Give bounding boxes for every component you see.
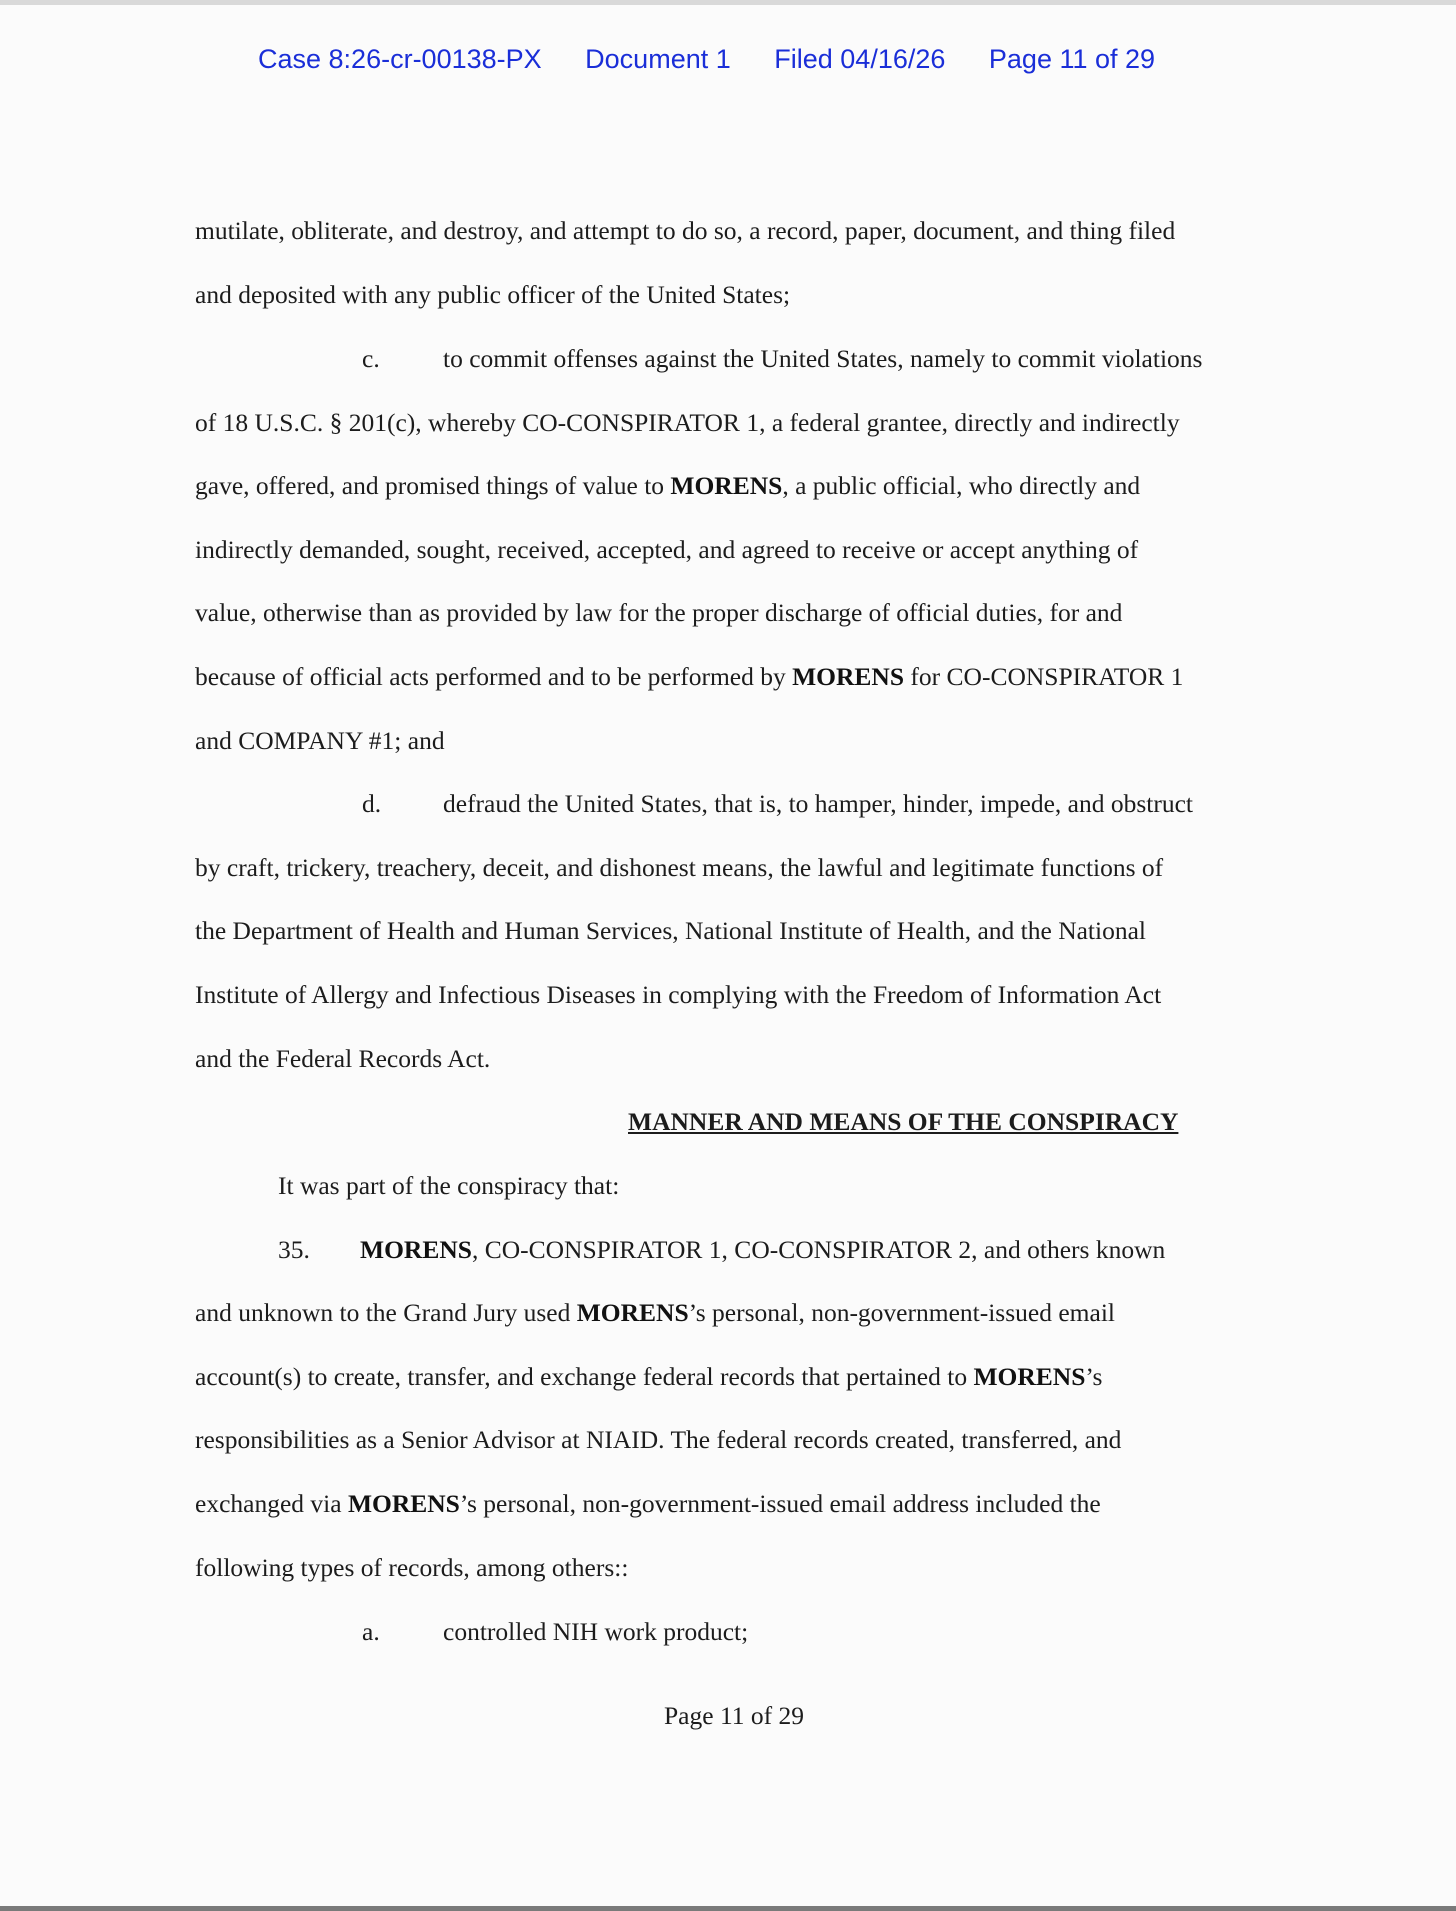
text-line: of 18 U.S.C. § 201(c), whereby CO-CONSPIRATOR 1, a federal grantee, directly and indirectly: [195, 408, 1180, 437]
text-line: following types of records, among others::: [195, 1553, 629, 1582]
defendant-name: MORENS: [973, 1362, 1086, 1391]
footer-page-number: Page 11 of 29: [664, 1701, 804, 1730]
court-filing-header: [258, 44, 1155, 75]
case-number: Case 8:26-cr-00138-PX: [258, 44, 542, 74]
text-line: by craft, trickery, treachery, deceit, and dishonest means, the lawful and legitimate functions of: [195, 853, 1164, 882]
text-line: MORENS, CO-CONSPIRATOR 1, CO-CONSPIRATOR 2, and others known: [360, 1235, 1166, 1264]
text-line: because of official acts performed and to be performed by MORENS for CO-CONSPIRATOR 1: [195, 662, 1184, 691]
text-line: and deposited with any public officer of the United States;: [195, 280, 791, 309]
list-label-c: c.: [362, 344, 380, 373]
text-line: the Department of Health and Human Services, National Institute of Health, and the National: [195, 916, 1146, 945]
text-line: indirectly demanded, sought, received, accepted, and agreed to receive or accept anything of: [195, 535, 1139, 564]
paragraph-number: 35.: [278, 1235, 310, 1264]
text-line: responsibilities as a Senior Advisor at NIAID. The federal records created, transferred, and: [195, 1425, 1122, 1454]
filed-date: Filed 04/16/26: [774, 44, 946, 74]
list-label-a: a.: [362, 1617, 380, 1646]
defendant-name: MORENS: [347, 1489, 460, 1518]
list-label-d: d.: [362, 789, 382, 818]
document-number: Document 1: [585, 44, 731, 74]
defendant-name: MORENS: [576, 1298, 689, 1327]
text-line: It was part of the conspiracy that:: [278, 1171, 620, 1200]
defendant-name: MORENS: [792, 662, 905, 691]
text-line: gave, offered, and promised things of value to MORENS, a public official, who directly and: [195, 471, 1141, 500]
text-line: account(s) to create, transfer, and exchange federal records that pertained to MORENS’s: [195, 1362, 1103, 1391]
text-line: and COMPANY #1; and: [195, 726, 445, 755]
page-bottom-edge: [0, 1906, 1456, 1911]
defendant-name: MORENS: [360, 1235, 472, 1264]
text-line: exchanged via MORENS’s personal, non-government-issued email address included the: [195, 1489, 1101, 1518]
text-line: value, otherwise than as provided by law for the proper discharge of official duties, for and: [195, 598, 1123, 627]
text-line: controlled NIH work product;: [443, 1617, 749, 1646]
section-heading: MANNER AND MEANS OF THE CONSPIRACY: [628, 1107, 1179, 1136]
text-line: and the Federal Records Act.: [195, 1044, 491, 1073]
header-page-number: Page 11 of 29: [988, 44, 1156, 74]
text-line: Institute of Allergy and Infectious Diseases in complying with the Freedom of Information Act: [195, 980, 1162, 1009]
page-top-edge: [0, 0, 1456, 5]
text-line: defraud the United States, that is, to hamper, hinder, impede, and obstruct: [443, 789, 1194, 818]
text-line: mutilate, obliterate, and destroy, and attempt to do so, a record, paper, document, and thing filed: [195, 216, 1176, 245]
text-line: to commit offenses against the United States, namely to commit violations: [443, 344, 1203, 373]
defendant-name: MORENS: [670, 471, 783, 500]
text-line: and unknown to the Grand Jury used MORENS’s personal, non-government-issued email: [195, 1298, 1115, 1327]
